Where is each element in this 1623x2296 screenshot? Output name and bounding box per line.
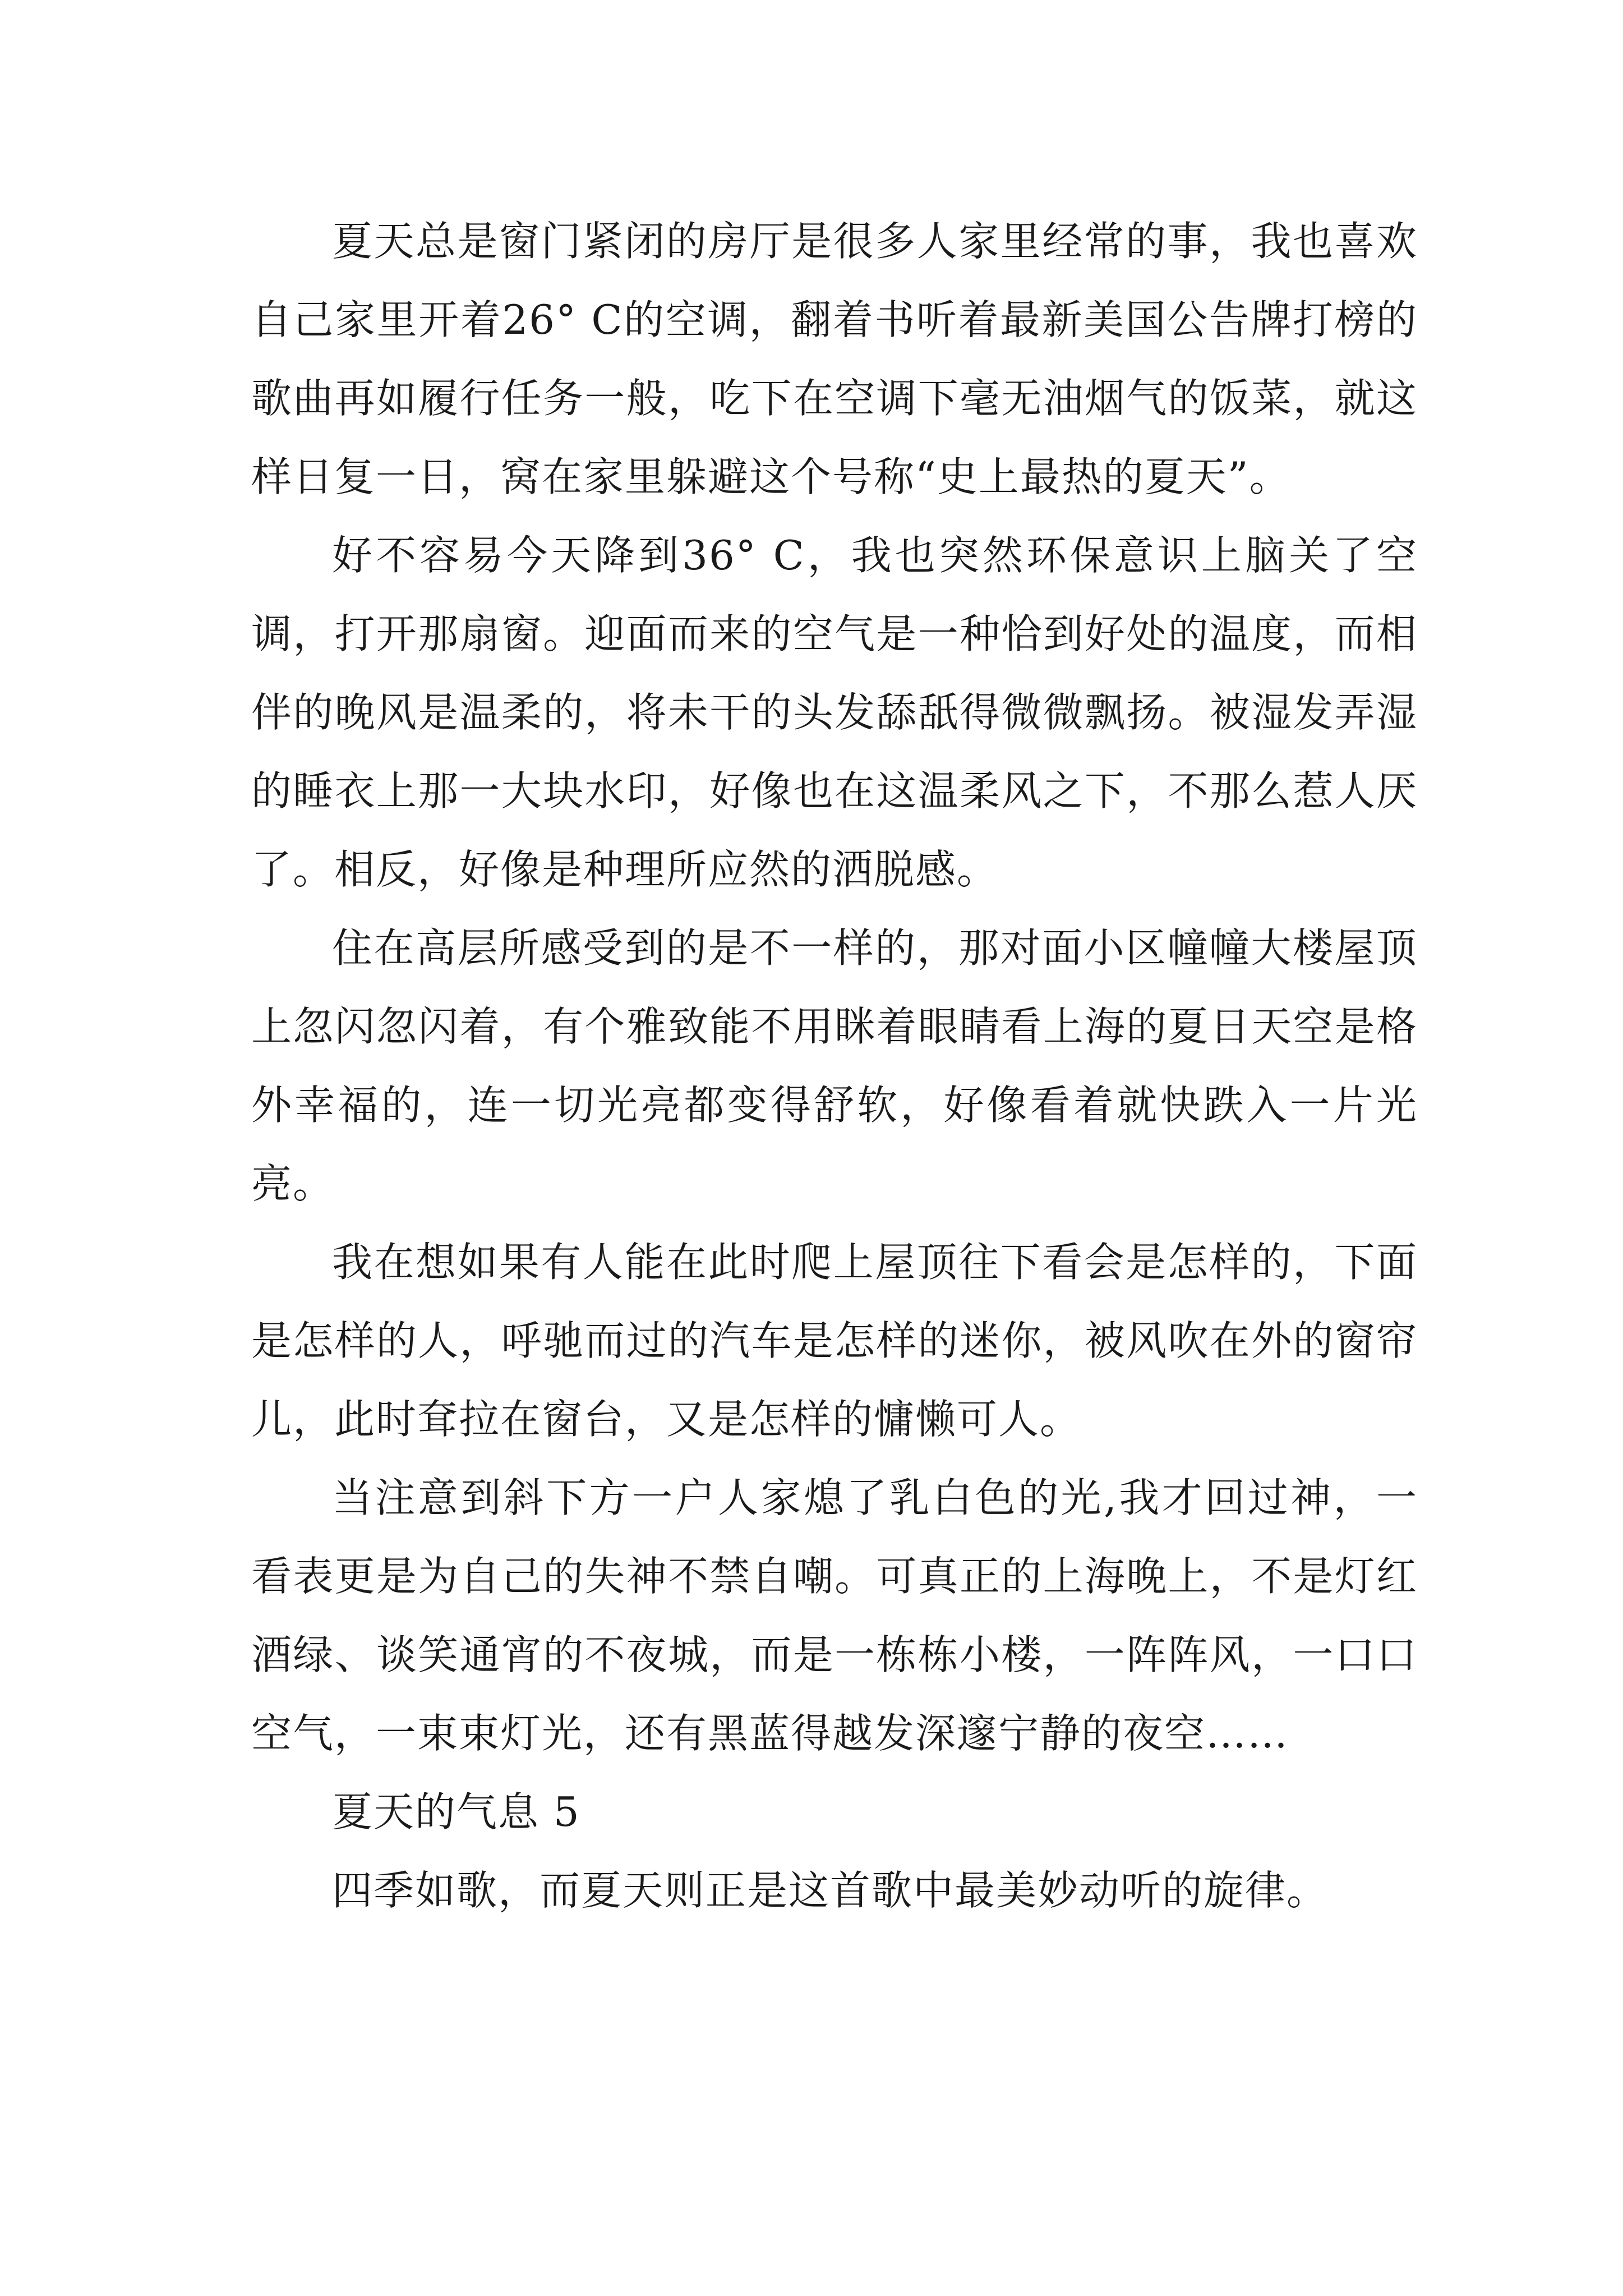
paragraph: 当注意到斜下方一户人家熄了乳白色的光,我才回过神，一看表更是为自己的失神不禁自嘲。可真正的上海晚上，不是灯红酒绿、谈笑通宵的不夜城，而是一栋栋小楼，一阵阵风，一口口空气，一束束灯光，还有黑蓝得越发深邃宁静的夜空…… [251,1474,1418,1757]
section-heading: 夏天的气息 5 [332,1788,580,1835]
paragraph: 好不容易今天降到36° C，我也突然环保意识上脑关了空调，打开那扇窗。迎面而来的空气是一种恰到好处的温度，而相伴的晚风是温柔的，将未干的头发舔舐得微微飘扬。被湿发弄湿的睡衣上那一大块水印，好像也在这温柔风之下，不那么惹人厌了。相反，好像是种理所应然的洒脱感。 [251,532,1418,893]
paragraph: 四季如歌，而夏天则正是这首歌中最美妙动听的旋律。 [332,1867,1329,1914]
paragraph: 我在想如果有人能在此时爬上屋顶往下看会是怎样的，下面是怎样的人，呼驰而过的汽车是怎样的迷你，被风吹在外的窗帘儿，此时耷拉在窗台，又是怎样的慵懒可人。 [251,1239,1418,1443]
document-body [251,202,1418,1930]
paragraph: 住在高层所感受到的是不一样的，那对面小区幢幢大楼屋顶上忽闪忽闪着，有个雅致能不用眯着眼睛看上海的夏日天空是格外幸福的，连一切光亮都变得舒软，好像看着就快跌入一片光亮。 [251,924,1418,1207]
paragraph: 夏天总是窗门紧闭的房厅是很多人家里经常的事，我也喜欢自己家里开着26° C的空调，翻着书听着最新美国公告牌打榜的歌曲再如履行任务一般，吃下在空调下毫无油烟气的饭菜，就这样日复一日，窝在家里躲避这个号称“史上最热的夏天”。 [251,218,1418,500]
